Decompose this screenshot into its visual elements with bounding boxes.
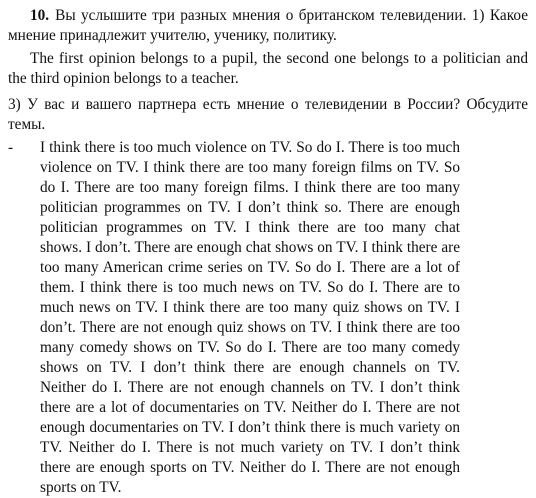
dialogue-list-item — [8, 138, 528, 498]
task-3-instruction: 3) У вас и вашего партнера есть мнение о телевидении в России? Обсудите темы. — [8, 96, 528, 133]
dialogue-text: I think there is too much violence on TV. So do I. There is too much violence on TV. I think there are too many foreign films on TV. So do I. There are too many foreign films. I think there are too many politician programmes on TV. I don’t think so. There are enough politician programmes on TV. I think there are too many chat shows. I don’t. There are enough chat shows on TV. I think there are too many American crime series on TV. So do I. There are a lot of them. I think there is too much news on TV. So do I. There are to much news on TV. I think there are too many quiz shows on TV. I don’t. There are not enough quiz shows on TV. I think there are too many comedy shows on TV. So do I. There are too many comedy shows on TV. I don’t think there are enough channels on TV. Neither do I. There are not enough channels on TV. I don’t think there are a lot of documentaries on TV. Neither do I. There are not enough documentaries on TV. I don’t think there is much variety on TV. Neither do I. There is not much variety on TV. I don’t think there are enough sports on TV. Neither do I. There are not enough sports on TV. — [40, 139, 460, 496]
list-dash: - — [8, 139, 14, 156]
answer-paragraph: The first opinion belongs to a pupil, the second one belongs to a politician and the third opinion belongs to a teacher. — [8, 50, 528, 87]
exercise-number: 10. — [30, 7, 50, 24]
exercise-instruction: Вы услышите три разных мнения о британском телевидении. 1) Какое мнение принадлежит учителю, ученику, политику. — [8, 7, 528, 44]
exercise-heading — [8, 6, 528, 46]
document-page — [8, 6, 528, 498]
